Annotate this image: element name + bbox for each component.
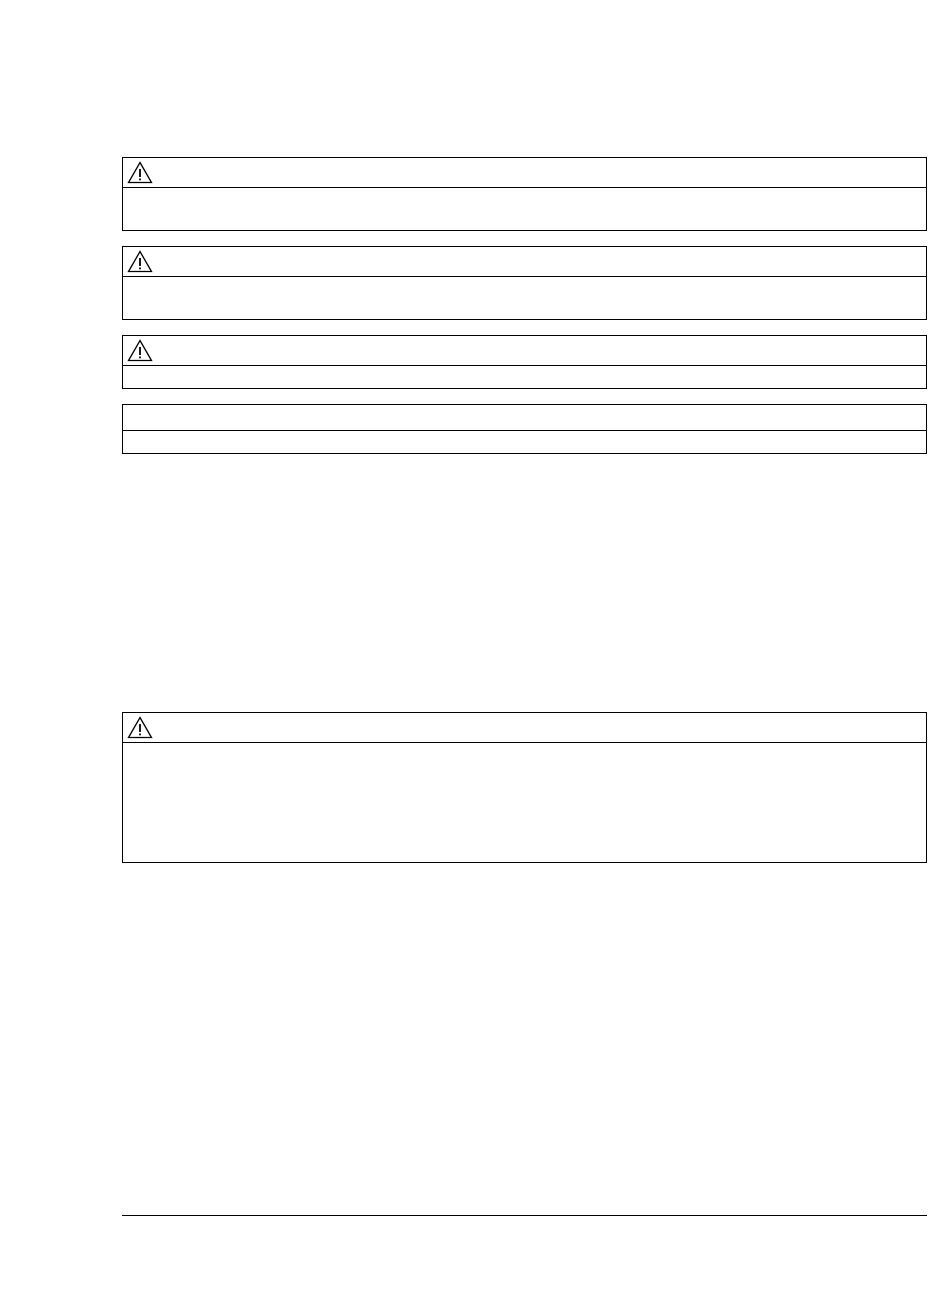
- warning-notice-5-header: [123, 713, 926, 743]
- warning-triangle-icon: [127, 716, 153, 739]
- warning-notice-2-header: [123, 247, 926, 277]
- warning-notice-5: [122, 712, 927, 863]
- warning-triangle-icon: [127, 250, 153, 273]
- warning-notice-3-header: [123, 336, 926, 366]
- warning-triangle-icon: [127, 161, 153, 184]
- warning-triangle-icon: [127, 339, 153, 362]
- warning-notice-1-header: [123, 158, 926, 188]
- notice-4: [122, 404, 927, 454]
- footer-divider: [122, 1215, 927, 1216]
- warning-notice-1: [122, 157, 927, 231]
- warning-notice-2: [122, 246, 927, 320]
- notice-4-header: [123, 405, 926, 431]
- warning-notice-3: [122, 335, 927, 389]
